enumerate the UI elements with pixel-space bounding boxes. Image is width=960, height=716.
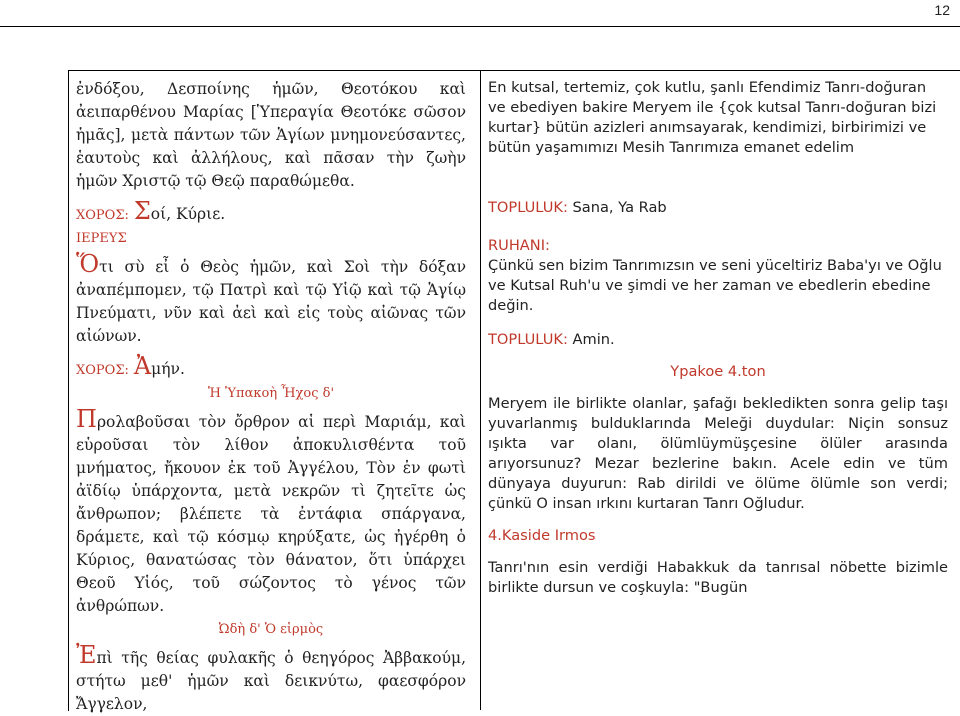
ode-title: Ὠδὴ δ' Ὁ εἱρμὸς (218, 622, 324, 637)
header-rule (0, 26, 960, 27)
greek-paragraph-2 (76, 250, 466, 348)
drop-cap: Ὅ (76, 250, 100, 278)
priest-label: RUHANI: (488, 237, 550, 254)
drop-cap: Ἀ (133, 352, 152, 380)
choir-text: Sana, Ya Rab (567, 199, 667, 216)
choir-text: Amin. (567, 331, 615, 348)
column-divider (480, 70, 481, 710)
greek-choir-line-1 (76, 197, 466, 227)
ode-title: 4.Kaside Irmos (488, 527, 596, 544)
turkish-paragraph-2: Çünkü sen bizim Tanrımızsın ve seni yüceltiriz Baba'yı ve Oğlu ve Kutsal Ruh'u ve şimdi ve her zaman ve ebedlerin ebedine değin. (488, 257, 942, 314)
drop-cap: Σ (133, 197, 151, 225)
turkish-paragraph-1: En kutsal, tertemiz, çok kutlu, şanlı Efendimiz Tanrı-doğuran ve ebediyen bakire Meryem ile {çok kutsal Tanrı-doğuran bizi kurtar} bütün azizleri anımsayarak, kendimizi, birbirimizi ve bütün yaşamımızı Mesih Tanrımıza emanet edelim (488, 79, 937, 156)
drop-cap: Ἐ (76, 641, 97, 669)
turkish-choir-line-2 (488, 330, 948, 350)
choir-label: ΧΟΡΟΣ: (76, 208, 129, 223)
greek-paragraph-2-text: τι σὺ εἶ ὁ Θεὸς ἡμῶν, καὶ Σοὶ τὴν δόξαν ἀναπέμπομεν, τῷ Πατρὶ καὶ τῷ Υἱῷ καὶ τῷ Ἁγίῳ Πνεύματι, νῦν καὶ ἀεὶ καὶ εἰς τοὺς αἰῶνας τῶν αἰώνων. (76, 258, 466, 345)
choir-label: TOPLULUK: (488, 331, 568, 348)
choir-text: μήν. (151, 360, 185, 378)
turkish-paragraph-4: Tanrı'nın esin verdiği Habakkuk da tanrısal nöbette bizimle birlikte dursun ve coşkuyla: "Bugün (488, 559, 948, 596)
priest-label: ΙΕΡΕΥΣ (76, 231, 127, 246)
greek-column (76, 78, 466, 716)
hypakoe-title: Ypakoe 4.ton (670, 363, 766, 380)
greek-paragraph-4 (76, 641, 466, 716)
choir-label: ΧΟΡΟΣ: (76, 363, 129, 378)
greek-paragraph-1: ἐνδόξου, Δεσποίνης ἡμῶν, Θεοτόκου καὶ ἀειπαρθένου Μαρίας [Ὑπεραγία Θεοτόκε σῶσον ἡμᾶς], μετὰ πάντων τῶν Ἁγίων μνημονεύσαντες, ἑαυτοὺς καὶ ἀλλήλους, καὶ πᾶσαν τὴν ζωὴν ἡμῶν Χριστῷ τῷ Θεῷ παραθώμεθα. (76, 80, 466, 190)
drop-cap: Π (76, 405, 97, 433)
choir-label: TOPLULUK: (488, 199, 568, 216)
hypakoe-title: Ἡ Ὑπακοὴ Ἦχος δ' (207, 386, 335, 401)
greek-choir-line-2 (76, 352, 466, 382)
greek-paragraph-3-text: ρολαβοῦσαι τὸν ὄρθρον αἱ περὶ Μαριάμ, καὶ εὑροῦσαι τὸν λίθον ἀποκυλισθέντα τοῦ μνήματος, ἤκουον ἐκ τοῦ Ἀγγέλου, Τὸν ἐν φωτὶ ἀϊδίῳ ὑπάρχοντα, μετὰ νεκρῶν τὶ ζητεῖτε ὡς ἄνθρωπον; βλέπετε τὰ ἐντάφια σπάργανα, δράμετε, καὶ τῷ κόσμῳ κηρύξατε, ὡς ἠγέρθη ὁ Κύριος, θανατώσας τὸν θάνατον, ὅτι ὑπάρχει Θεοῦ Υἱός, τοῦ σώζοντος τὸ γένος τῶν ἀνθρώπων. (76, 413, 466, 615)
choir-text: οί, Κύριε. (150, 205, 226, 223)
greek-paragraph-4-text: πὶ τῆς θείας φυλακῆς ὁ θεηγόρος Ἀββακούμ, στήτω μεθ' ἡμῶν καὶ δεικνύτω, φαεσφόρον Ἄγγελον, (76, 649, 466, 713)
greek-paragraph-3 (76, 405, 466, 618)
turkish-column (488, 78, 948, 598)
page-number: 12 (934, 2, 950, 18)
turkish-paragraph-3: Meryem ile birlikte olanlar, şafağı bekledikten sonra gelip taşı yuvarlanmış bulduklarında Meleği duydular: Niçin sonsuz ışıkta var olanı, ölümlüymüşçesine ölüler arasında arıyorsunuz? Mezar bezlerine bakın. Acele edin ve tüm dünyaya duyurun: Rab dirildi ve ölüme ölümle son verdi; çünkü O insan ırkını kurtaran Tanrı Oğludur. (488, 395, 948, 512)
turkish-choir-line-1 (488, 198, 948, 218)
